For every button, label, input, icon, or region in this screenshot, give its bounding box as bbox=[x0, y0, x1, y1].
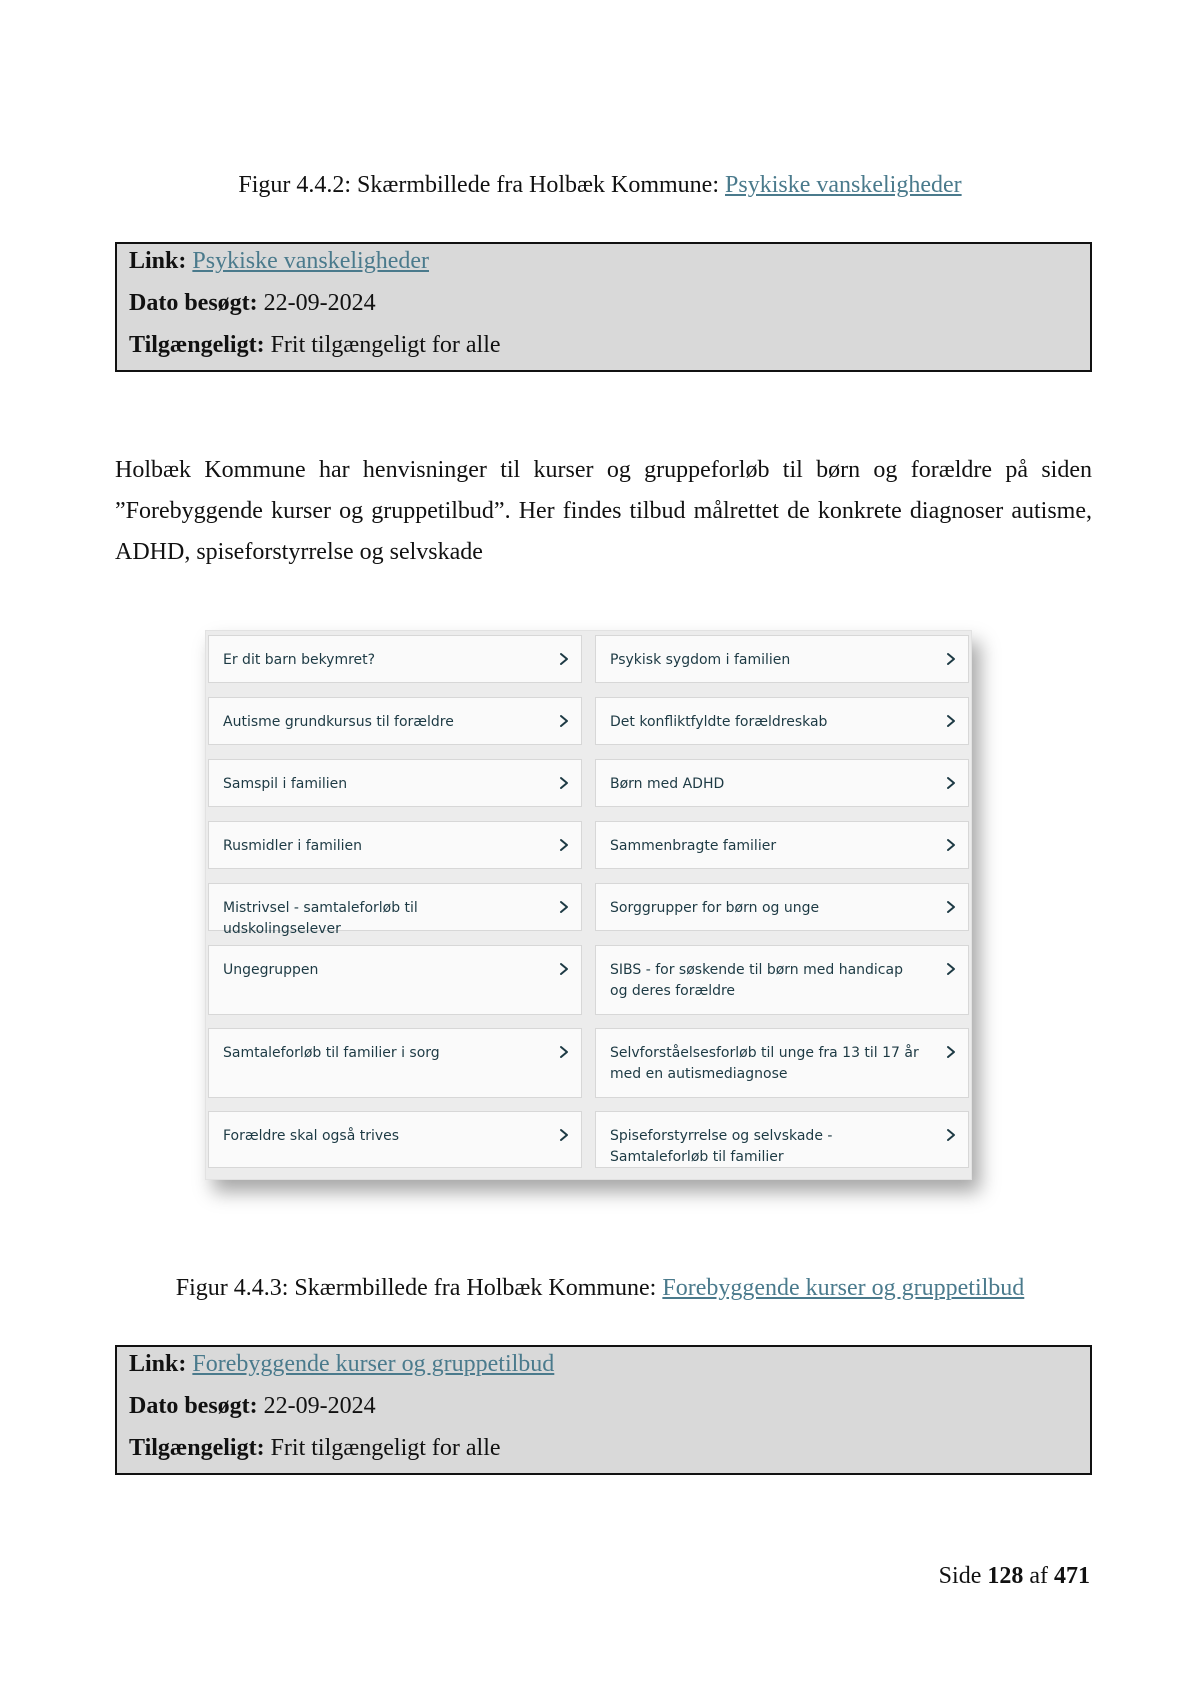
page-mid: af bbox=[1023, 1563, 1054, 1589]
right-card-2[interactable] bbox=[595, 697, 969, 745]
card-label: Samspil i familien bbox=[223, 776, 348, 792]
chevron-right-icon bbox=[557, 773, 571, 793]
card-label: Det konfliktfyldte forældreskab bbox=[610, 714, 828, 730]
chevron-right-icon bbox=[944, 1042, 958, 1062]
info-box-1 bbox=[115, 242, 1092, 372]
figure-caption-1 bbox=[0, 172, 1200, 199]
chevron-right-icon bbox=[944, 649, 958, 669]
date-row bbox=[129, 1389, 1078, 1431]
access-label: Tilgængeligt: bbox=[129, 332, 265, 358]
chevron-right-icon bbox=[557, 649, 571, 669]
left-card-7[interactable] bbox=[208, 1028, 582, 1098]
link-label: Link: bbox=[129, 1351, 187, 1377]
right-card-1[interactable] bbox=[595, 635, 969, 683]
caption-text: Figur 4.4.3: Skærmbillede fra Holbæk Kommune: bbox=[175, 1275, 663, 1301]
card-label: Spiseforstyrrelse og selvskade - Samtaleforløb til familier bbox=[610, 1128, 833, 1165]
chevron-right-icon bbox=[944, 1125, 958, 1145]
card-label: Ungegruppen bbox=[223, 962, 319, 978]
link-text[interactable]: Forebyggende kurser og gruppetilbud bbox=[192, 1351, 555, 1377]
right-card-8[interactable] bbox=[595, 1111, 969, 1168]
page-number bbox=[939, 1563, 1090, 1590]
chevron-right-icon bbox=[944, 959, 958, 979]
access-row bbox=[129, 328, 1078, 370]
card-label: Samtaleforløb til familier i sorg bbox=[223, 1045, 440, 1061]
access-label: Tilgængeligt: bbox=[129, 1435, 265, 1461]
chevron-right-icon bbox=[557, 959, 571, 979]
card-label: Sorggrupper for børn og unge bbox=[610, 900, 820, 916]
figure-caption-2 bbox=[0, 1275, 1200, 1302]
chevron-right-icon bbox=[944, 835, 958, 855]
access-value: Frit tilgængeligt for alle bbox=[270, 1435, 501, 1461]
card-label: Rusmidler i familien bbox=[223, 838, 363, 854]
card-label: Selvforståelsesforløb til unge fra 13 til 17 år med en autismediagnose bbox=[610, 1045, 919, 1082]
card-label: Mistrivsel - samtaleforløb til udskolingselever bbox=[223, 900, 418, 937]
link-row bbox=[129, 1347, 1078, 1389]
link-label: Link: bbox=[129, 248, 187, 274]
left-card-3[interactable] bbox=[208, 759, 582, 807]
date-row bbox=[129, 286, 1078, 328]
card-label: Er dit barn bekymret? bbox=[223, 652, 376, 668]
link-text[interactable]: Psykiske vanskeligheder bbox=[192, 248, 429, 274]
access-value: Frit tilgængeligt for alle bbox=[270, 332, 501, 358]
date-label: Dato besøgt: bbox=[129, 290, 258, 316]
access-row bbox=[129, 1431, 1078, 1473]
left-card-2[interactable] bbox=[208, 697, 582, 745]
card-label: Forældre skal også trives bbox=[223, 1128, 400, 1144]
caption-link[interactable]: Forebyggende kurser og gruppetilbud bbox=[662, 1275, 1025, 1301]
chevron-right-icon bbox=[557, 1125, 571, 1145]
chevron-right-icon bbox=[944, 773, 958, 793]
card-label: SIBS - for søskende til børn med handicap og deres forældre bbox=[610, 962, 903, 999]
right-card-6[interactable] bbox=[595, 945, 969, 1015]
chevron-right-icon bbox=[557, 1042, 571, 1062]
card-label: Autisme grundkursus til forældre bbox=[223, 714, 454, 730]
card-label: Psykisk sygdom i familien bbox=[610, 652, 791, 668]
caption-link[interactable]: Psykiske vanskeligheder bbox=[725, 172, 962, 198]
right-card-3[interactable] bbox=[595, 759, 969, 807]
link-row bbox=[129, 244, 1078, 286]
left-card-1[interactable] bbox=[208, 635, 582, 683]
left-card-4[interactable] bbox=[208, 821, 582, 869]
current-page: 128 bbox=[987, 1563, 1024, 1589]
card-label: Børn med ADHD bbox=[610, 776, 725, 792]
right-card-5[interactable] bbox=[595, 883, 969, 931]
page-prefix: Side bbox=[938, 1563, 988, 1589]
embedded-screenshot bbox=[205, 630, 972, 1180]
right-card-4[interactable] bbox=[595, 821, 969, 869]
info-box-2 bbox=[115, 1345, 1092, 1475]
card-label: Sammenbragte familier bbox=[610, 838, 777, 854]
chevron-right-icon bbox=[944, 711, 958, 731]
chevron-right-icon bbox=[944, 897, 958, 917]
date-value: 22-09-2024 bbox=[263, 1393, 376, 1419]
left-card-8[interactable] bbox=[208, 1111, 582, 1168]
left-card-6[interactable] bbox=[208, 945, 582, 1015]
chevron-right-icon bbox=[557, 835, 571, 855]
body-paragraph: Holbæk Kommune har henvisninger til kurser og gruppeforløb til børn og forældre på siden ”Forebyggende kurser og gruppetilbud”. Her findes tilbud målrettet de konkrete diagnoser autisme, ADHD, spiseforstyrrelse og selvskade bbox=[115, 457, 1092, 565]
date-label: Dato besøgt: bbox=[129, 1393, 258, 1419]
left-card-5[interactable] bbox=[208, 883, 582, 937]
caption-text: Figur 4.4.2: Skærmbillede fra Holbæk Kommune: bbox=[238, 172, 725, 198]
chevron-right-icon bbox=[557, 711, 571, 731]
total-pages: 471 bbox=[1054, 1563, 1090, 1589]
date-value: 22-09-2024 bbox=[263, 290, 376, 316]
right-card-7[interactable] bbox=[595, 1028, 969, 1098]
chevron-right-icon bbox=[557, 897, 571, 917]
